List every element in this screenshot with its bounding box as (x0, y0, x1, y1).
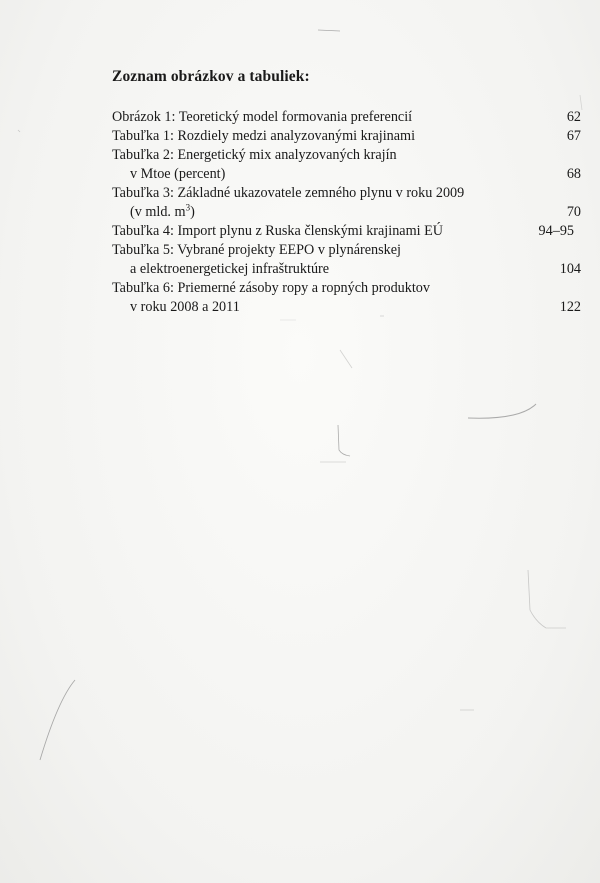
toc-entry-title: Tabuľka 5: Vybrané projekty EEPO v plynárenskej (112, 242, 401, 258)
toc-entry-title-continued: a elektroenergetickej infraštruktúre (130, 261, 330, 277)
toc-entry-page: 70 (566, 204, 581, 220)
toc-entry-title-continued: v Mtoe (percent) (130, 166, 226, 182)
toc-entry-title: Tabuľka 1: Rozdiely medzi analyzovanými krajinami (112, 128, 416, 144)
toc-entry-title: Obrázok 1: Teoretický model formovania preferencií (112, 109, 413, 125)
toc-entry-title: Tabuľka 4: Import plynu z Ruska členskými krajinami EÚ (112, 223, 444, 239)
toc-entry-page: 68 (566, 166, 581, 182)
toc-entry-title: Tabuľka 2: Energetický mix analyzovaných krajín (112, 147, 397, 163)
toc-entry-page: 67 (566, 128, 581, 144)
toc-entry-page: 104 (559, 261, 581, 277)
toc-entry-page: 122 (559, 299, 581, 315)
toc-entry-title: Tabuľka 6: Priemerné zásoby ropy a ropných produktov (112, 280, 430, 296)
toc-entry-page: 94–95 (538, 223, 574, 239)
toc-entry-title: Tabuľka 3: Základné ukazovatele zemného plynu v roku 2009 (112, 185, 465, 201)
toc-entry-title-continued: (v mld. $m^3$) (130, 202, 195, 220)
toc-heading: Zoznam obrázkov a tabuliek: (112, 68, 310, 85)
toc-entry-page: 62 (566, 109, 581, 125)
toc-entry-title-continued: v roku 2008 a 2011 (130, 299, 240, 315)
